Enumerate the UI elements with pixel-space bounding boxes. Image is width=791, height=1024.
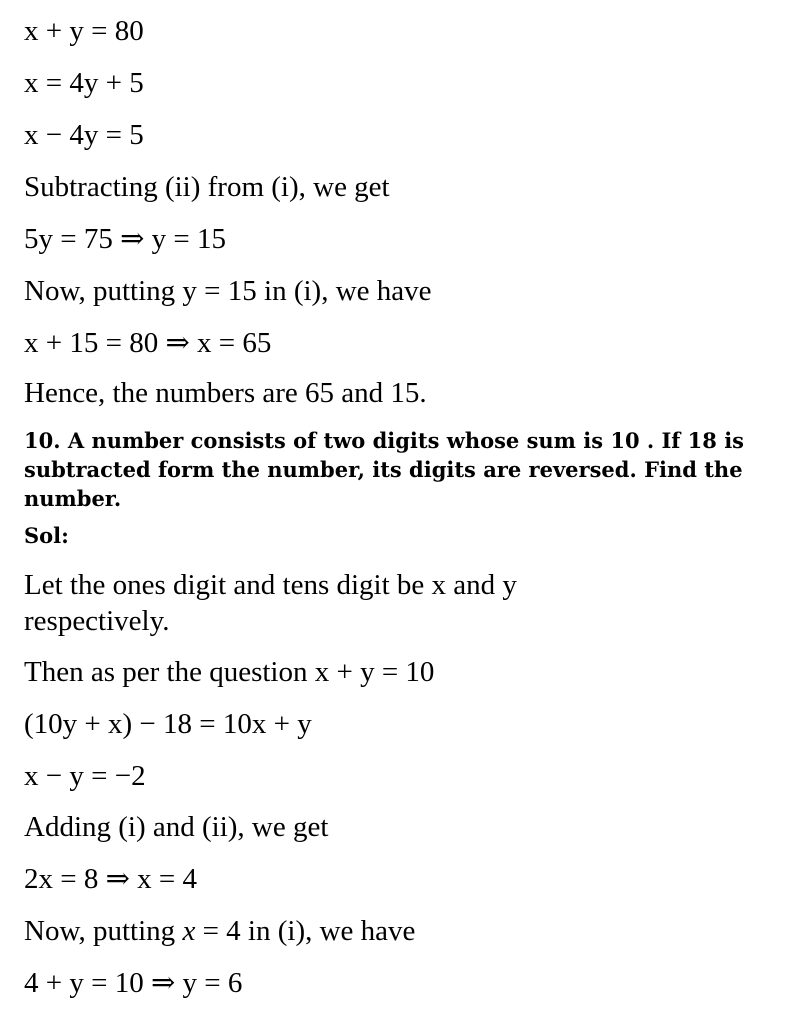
- question-text: 10. A number consists of two digits whose sum is 10 . If 18 is subtracted form the number, its digits are reversed. Find the number.: [24, 428, 744, 511]
- equation-line: x + 15 = 80 ⇒ x = 65: [24, 327, 272, 359]
- equation-line: x = 4y + 5: [24, 67, 144, 99]
- text-line: Now, putting y = 15 in (i), we have: [24, 275, 432, 307]
- equation-line: (10y + x) − 18 = 10x + y: [24, 708, 312, 740]
- text-line: Let the ones digit and tens digit be x and y respectively.: [24, 569, 517, 637]
- text-line: Subtracting (ii) from (i), we get: [24, 171, 390, 203]
- equation-line: x + y = 80: [24, 15, 144, 47]
- text-line: Then as per the question x + y = 10: [24, 656, 435, 688]
- conclusion-line: Hence, the numbers are 65 and 15.: [24, 377, 427, 409]
- text-fragment: = 4 in (i), we have: [195, 915, 416, 947]
- equation-line: x − y = −2: [24, 760, 146, 792]
- text-fragment: Now, putting: [24, 915, 183, 947]
- sol-label: Sol:: [24, 523, 69, 548]
- equation-line: 5y = 75 ⇒ y = 15: [24, 223, 227, 255]
- equation-line: 2x = 8 ⇒ x = 4: [24, 863, 198, 895]
- text-line: [24, 914, 415, 948]
- text-line: Adding (i) and (ii), we get: [24, 811, 329, 843]
- italic-variable: x: [182, 915, 196, 947]
- equation-line: x − 4y = 5: [24, 119, 144, 151]
- equation-line: 4 + y = 10 ⇒ y = 6: [24, 967, 243, 999]
